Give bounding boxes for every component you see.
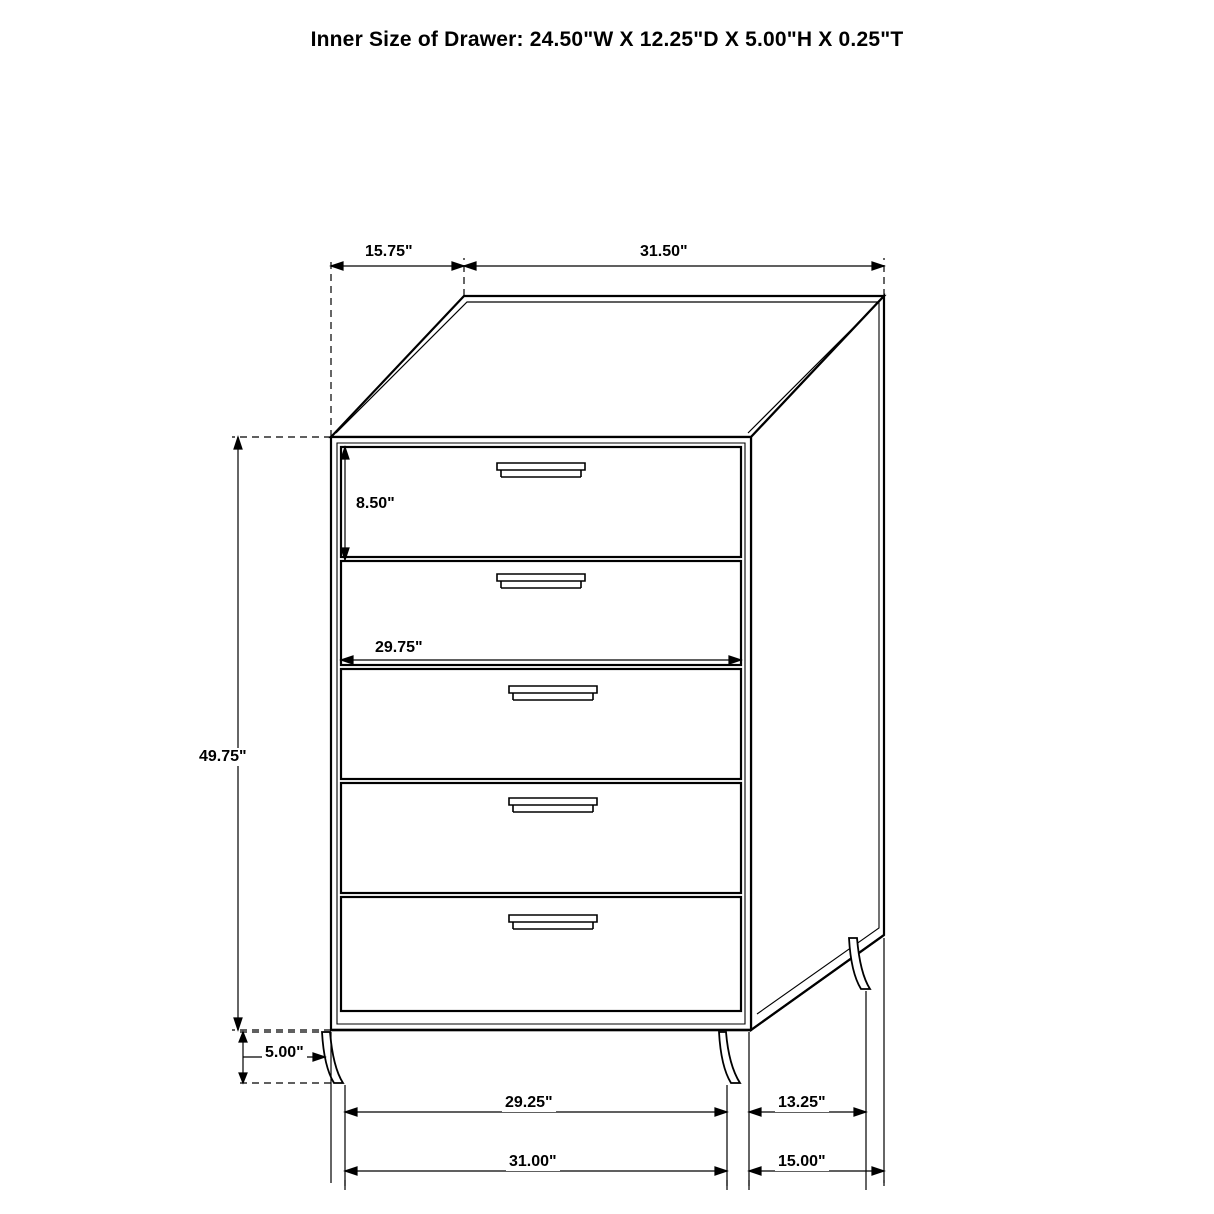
- drawer-5: [341, 897, 741, 1011]
- dimension-label-depth-top: 15.75": [362, 243, 416, 261]
- leg-front-right: [719, 1032, 740, 1083]
- dimension-label-leg-height: 5.00": [262, 1044, 307, 1062]
- dimension-label-base-width-inner: 29.25": [502, 1094, 556, 1112]
- dimension-label-drawer-interior-width: 29.75": [372, 639, 426, 657]
- dimension-label-base-depth-outer: 15.00": [775, 1153, 829, 1171]
- dimension-label-drawer-front-height: 8.50": [353, 495, 398, 513]
- dimension-label-total-height: 49.75": [196, 748, 250, 766]
- drawer-4: [341, 783, 741, 893]
- drawer-3: [341, 669, 741, 779]
- dimension-label-base-depth-inner: 13.25": [775, 1094, 829, 1112]
- drawer-1: [341, 447, 741, 557]
- dimension-label-width-top: 31.50": [637, 243, 691, 261]
- page-title: Inner Size of Drawer: 24.50"W X 12.25"D X 5.00"H X 0.25"T: [310, 28, 904, 51]
- dimension-label-base-width-outer: 31.00": [506, 1153, 560, 1171]
